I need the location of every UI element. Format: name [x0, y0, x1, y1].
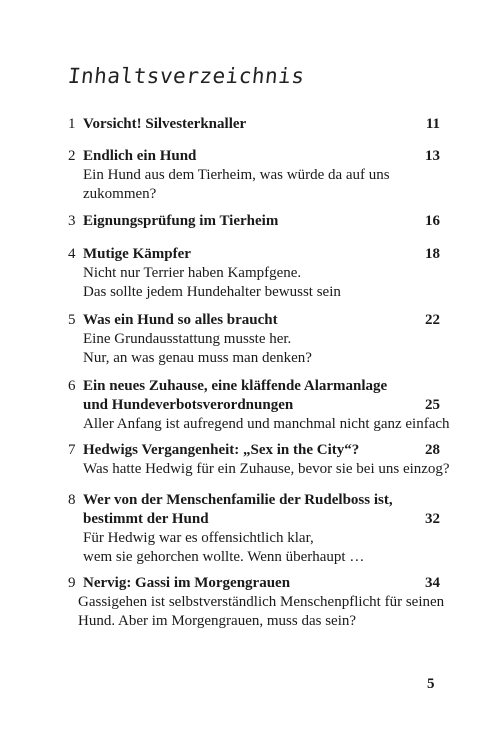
toc-heading-row: [68, 441, 440, 460]
page-number: 11: [425, 116, 440, 132]
page-title: Inhaltsverzeichnis: [66, 64, 306, 88]
toc-heading-row: [68, 396, 440, 415]
chapter-title: Was ein Hund so alles braucht: [83, 312, 278, 328]
toc-entry: [68, 245, 440, 302]
toc-heading-row: [68, 147, 440, 166]
toc-entry: [68, 115, 440, 134]
chapter-title: Vorsicht! Silvesterknaller: [83, 116, 247, 132]
chapter-description: Ein Hund aus dem Tierheim, was würde da auf uns: [83, 167, 390, 183]
chapter-description: zukommen?: [83, 186, 157, 202]
chapter-number: 2: [68, 148, 76, 164]
toc-heading-row: [68, 311, 440, 330]
chapter-title: Wer von der Menschenfamilie der Rudelboss ist,: [83, 492, 393, 508]
chapter-number: 5: [68, 312, 76, 328]
toc-heading-row: [68, 491, 440, 510]
page-number: 25: [425, 397, 440, 413]
toc-entry: [68, 491, 440, 567]
chapter-number: 3: [68, 213, 76, 229]
chapter-title-continued: bestimmt der Hund: [83, 511, 209, 527]
chapter-number: 1: [68, 116, 76, 132]
toc-entry: [68, 441, 450, 479]
chapter-description: Gassigehen ist selbstverständlich Menschenpflicht für seinen: [78, 594, 445, 610]
page-number: 22: [425, 312, 440, 328]
chapter-number: 8: [68, 492, 76, 508]
chapter-number: 4: [68, 246, 76, 262]
chapter-title: Endlich ein Hund: [83, 148, 197, 164]
chapter-description: Für Hedwig war es offensichtlich klar,: [83, 530, 314, 546]
page-number: 34: [425, 575, 440, 591]
chapter-description: Nur, an was genau muss man denken?: [83, 350, 312, 366]
toc-heading-row: [68, 245, 440, 264]
chapter-title: Mutige Kämpfer: [83, 246, 191, 262]
toc-heading-row: [68, 115, 440, 134]
toc-entry: [68, 311, 440, 368]
chapter-title-continued: und Hundeverbotsverordnungen: [83, 397, 294, 413]
chapter-title: Nervig: Gassi im Morgengrauen: [83, 575, 291, 591]
chapter-description: Nicht nur Terrier haben Kampfgene.: [83, 265, 302, 281]
chapter-title: Hedwigs Vergangenheit: „Sex in the City“?: [83, 442, 360, 458]
chapter-description: Hund. Aber im Morgengrauen, muss das sein?: [78, 613, 357, 629]
chapter-number: 7: [68, 442, 76, 458]
chapter-number: 6: [68, 378, 76, 394]
page-number: 13: [425, 148, 440, 164]
page-number: 18: [425, 246, 440, 262]
chapter-title: Eignungsprüfung im Tierheim: [83, 213, 279, 229]
toc-heading-row: [68, 510, 440, 529]
chapter-description: Eine Grundausstattung musste her.: [83, 331, 292, 347]
folio-page-number: 5: [427, 676, 435, 692]
toc-entry: [68, 212, 440, 231]
chapter-description: Das sollte jedem Hundehalter bewusst sein: [83, 284, 341, 300]
toc-heading-row: [68, 212, 440, 231]
chapter-description: Aller Anfang ist aufregend und manchmal nicht ganz einfach: [83, 416, 450, 432]
page-number: 28: [425, 442, 440, 458]
toc-entry: [68, 147, 440, 204]
chapter-description: wem sie gehorchen wollte. Wenn überhaupt …: [83, 549, 365, 565]
page-number: 16: [425, 213, 440, 229]
toc-entry: [68, 574, 445, 631]
page-number: 32: [425, 511, 440, 527]
toc-heading-row: [68, 574, 440, 593]
chapter-title: Ein neues Zuhause, eine kläffende Alarmanlage: [83, 378, 388, 394]
chapter-number: 9: [68, 575, 76, 591]
toc-entry: [68, 377, 450, 434]
chapter-description: Was hatte Hedwig für ein Zuhause, bevor sie bei uns einzog?: [83, 461, 450, 477]
toc-heading-row: [68, 377, 440, 396]
